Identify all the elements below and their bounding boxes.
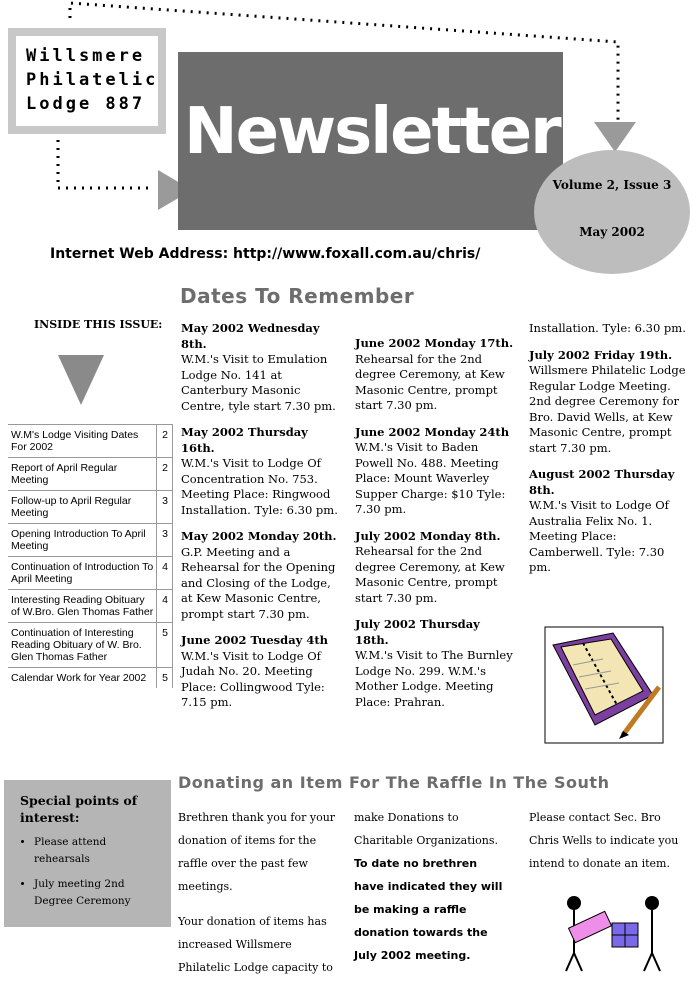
date-entry [181,633,341,711]
raffle-col1-para1: Brethren thank you for your donation of items for the raffle over the past few meetings. [178,811,336,893]
toc-title: Calendar Work for Year 2002 [8,668,157,689]
toc-page: 5 [157,623,173,668]
date-entry-heading: July 2002 Thursday 18th. [355,617,480,647]
toc-row [8,458,173,491]
notebook-clipart [543,625,665,745]
toc-row [8,425,173,458]
raffle-heading: Donating an Item For The Raffle In The South [178,773,610,792]
toc-row [8,623,173,668]
toc-page: 3 [157,491,173,524]
toc-title: Opening Introduction To April Meeting [8,524,157,557]
raffle-column-1 [178,806,338,991]
toc-row [8,590,173,623]
date-entry-heading: July 2002 Friday 19th. [529,347,673,362]
date-entry-body: Willsmere Philatelic Lodge Regular Lodge Meeting. 2nd degree Ceremony for Bro. David Wells, at Kew Masonic Centre, prompt start 7.30 pm. [529,363,686,455]
date-entry-body: G.P. Meeting and a Rehearsal for the Opening and Closing of the Lodge, at Kew Masonic Centre, prompt start 7.30 pm. [181,544,336,621]
toc-page: 2 [157,458,173,491]
date-entry-body: W.M.'s Visit to Lodge Of Concentration No. 753. Meeting Place: Ringwood Installation. Tyle: 6.30 pm. [181,456,338,517]
newsletter-title: Newsletter [184,95,560,169]
toc-title: Continuation of Interesting Reading Obituary of W. Bro. Glen Thomas Father [8,623,157,668]
dates-column-1 [181,321,341,722]
dates-column-3 [529,321,689,587]
toc-row [8,557,173,590]
raffle-col3-para1: Please contact Sec. Bro Chris Wells to indicate you intend to donate an item. [529,811,679,870]
dates-column-2 [355,336,515,721]
toc-page: 5 [157,668,173,689]
toc-table [8,424,173,688]
raffle-col2-bold: To date no brethren have indicated they will be making a raffle donation towards the July 2002 meeting. [354,857,503,962]
raffle-column-2 [354,806,504,967]
date-entry-body: W.M.'s Visit to The Burnley Lodge No. 299. W.M.'s Mother Lodge. Meeting Place: Prahran. [355,648,513,709]
toc-title: Report of April Regular Meeting [8,458,157,491]
date-entry-heading: May 2002 Monday 20th. [181,529,337,543]
toc-row [8,491,173,524]
special-point-item: • July meeting 2nd Degree Ceremony [34,876,164,910]
date-entry [181,321,341,414]
inside-heading: INSIDE THIS ISSUE: [34,318,163,331]
date-entry-body: W.M.'s Visit to Baden Powell No. 488. Meeting Place: Mount Waverley Supper Charge: $10 Tyle: 7.30 pm. [355,440,506,516]
date-entry-body: W.M.'s Visit to Emulation Lodge No. 141 at Canterbury Masonic Centre, tyle start 7.30 pm. [181,352,336,413]
date-entry [529,467,689,576]
date-entry [181,529,341,622]
date-entry-body: Rehearsal for the 2nd degree Ceremony, at Kew Masonic Centre, prompt start 7.30 pm. [355,544,505,605]
toc-row [8,524,173,557]
col3-intro: Installation. Tyle: 6.30 pm. [529,321,686,335]
issue-oval [534,150,690,274]
date-entry-body: Rehearsal for the 2nd degree Ceremony, at Kew Masonic Centre, prompt start 7.30 pm. [355,351,505,412]
gift-exchange-clipart [560,893,668,973]
toc-page: 3 [157,524,173,557]
raffle-col1-para2: Your donation of items has increased Willsmere Philatelic Lodge capacity to [178,915,333,974]
dates-heading: Dates To Remember [180,284,415,308]
web-address: Internet Web Address: http://www.foxall.com.au/chris/ [50,246,481,262]
date-entry-heading: June 2002 Monday 24th [355,424,510,439]
lodge-name-line1: Willsmere [26,46,146,66]
date-entry [529,348,689,457]
raffle-column-3 [529,806,684,887]
date-entry-body: W.M.'s Visit to Lodge Of Judah No. 20. Meeting Place: Collingwood Tyle: 7.15 pm. [181,648,325,709]
date-entry [181,425,341,518]
date-entry-heading: August 2002 Thursday 8th. [529,467,675,497]
lodge-name-line2: Philatelic [26,70,159,90]
date-entry-heading: July 2002 Monday 8th. [355,528,501,543]
toc-title: Continuation of Introduction To April Meeting [8,557,157,590]
date-entry-heading: June 2002 Tuesday 4th [181,633,329,647]
date-entry-heading: May 2002 Wednesday 8th. [181,321,320,351]
toc-row [8,668,173,689]
date-entry-heading: May 2002 Thursday 16th. [181,425,308,455]
date-entry [355,336,515,414]
issue-date: May 2002 [579,225,645,239]
toc-page: 4 [157,590,173,623]
special-points-list [10,834,164,918]
lodge-name-line3: Lodge 887 [26,94,146,114]
special-points-box [4,780,171,927]
toc-title: Follow-up to April Regular Meeting [8,491,157,524]
date-entry-body: W.M.'s Visit to Lodge Of Australia Felix No. 1. Meeting Place: Camberwell. Tyle: 7.30 pm. [529,498,669,574]
volume-issue: Volume 2, Issue 3 [552,178,672,192]
date-entry-heading: June 2002 Monday 17th. [355,336,514,350]
date-entry [355,617,515,710]
toc-page: 2 [157,425,173,458]
date-entry [355,529,515,607]
down-triangle-icon [58,355,106,407]
toc-title: W.M's Lodge Visiting Dates For 2002 [8,425,157,458]
special-points-heading: Special points of interest: [20,793,138,825]
lodge-name-box [8,28,166,134]
toc-page: 4 [157,557,173,590]
toc-title: Interesting Reading Obituary of W.Bro. Glen Thomas Father [8,590,157,623]
raffle-col2-para1: make Donations to Charitable Organizations. [354,811,498,847]
special-point-item: • Please attend rehearsals [34,834,164,868]
date-entry [355,425,515,518]
